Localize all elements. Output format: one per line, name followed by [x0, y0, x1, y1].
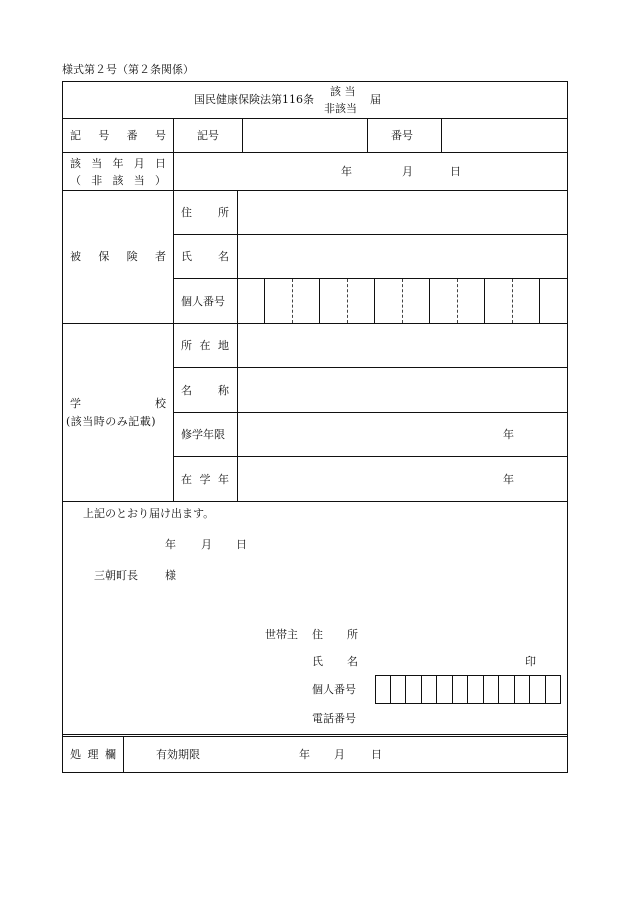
hh-mynumber-divider [483, 675, 484, 704]
hh-mynumber-divider [545, 675, 546, 704]
frame-top [62, 81, 568, 82]
divider-declaration-double [62, 736, 568, 737]
school-name-input[interactable] [238, 368, 567, 412]
householder-name-input[interactable] [368, 650, 518, 672]
col-processing [123, 736, 124, 772]
label-householder-name: 氏 名 [312, 655, 358, 668]
processing-day: 日 [371, 748, 382, 761]
hh-mynumber-divider [529, 675, 530, 704]
householder-address-input[interactable] [368, 622, 558, 644]
label-householder-address: 住 所 [312, 628, 358, 641]
householder-mynumber-input[interactable] [375, 675, 561, 704]
label-applicable-date: 該 当 年 月 日 [70, 157, 166, 170]
col-label-lower [173, 190, 174, 501]
declaration-recipient: 三朝町長 [94, 569, 138, 582]
col-bangou-label [367, 118, 368, 152]
school-years-input[interactable] [238, 413, 488, 456]
hh-mynumber-divider [498, 675, 499, 704]
bangou-input[interactable] [442, 119, 567, 152]
label-insured-name: 氏 名 [181, 250, 229, 263]
title-suffix: 届 [370, 93, 381, 106]
date-month: 月 [402, 165, 413, 178]
label-householder-phone: 電話番号 [312, 712, 356, 725]
householder-phone-input[interactable] [368, 706, 558, 728]
insured-name-input[interactable] [238, 235, 567, 278]
label-insured-mynumber: 個人番号 [181, 295, 225, 308]
school-grade-input[interactable] [238, 457, 488, 501]
label-school-note: (該当時のみ記載) [66, 415, 157, 428]
col-label-upper [173, 118, 174, 190]
school-years-unit: 年 [503, 428, 514, 441]
divider-declaration [62, 734, 568, 735]
declaration-year: 年 [165, 538, 176, 551]
school-grade-unit: 年 [503, 473, 514, 486]
frame-right [567, 81, 568, 773]
label-school-location: 所 在 地 [181, 339, 229, 352]
declaration-text: 上記のとおり届け出ます。 [83, 507, 215, 520]
label-school-grade: 在 学 年 [181, 473, 229, 486]
title-option-applicable: 該 当 [330, 85, 356, 98]
seal-mark: 印 [525, 655, 536, 668]
hh-mynumber-divider [405, 675, 406, 704]
declaration-sama: 様 [165, 569, 176, 582]
householder-title: 世帯主 [265, 628, 298, 641]
insured-address-input[interactable] [238, 191, 567, 234]
divider-school [62, 501, 568, 502]
school-location-input[interactable] [238, 324, 567, 367]
date-year: 年 [341, 165, 352, 178]
hh-mynumber-divider [452, 675, 453, 704]
hh-mynumber-divider [436, 675, 437, 704]
hh-mynumber-divider [390, 675, 391, 704]
label-school-years: 修学年限 [181, 428, 225, 441]
label-not-applicable: （ 非 該 当 ） [70, 174, 166, 187]
label-kigou: 記号 [197, 129, 219, 142]
hh-mynumber-divider [514, 675, 515, 704]
label-processing: 処 理 欄 [70, 748, 116, 761]
insured-mynumber-input[interactable] [238, 279, 567, 323]
hh-mynumber-divider [467, 675, 468, 704]
date-day: 日 [450, 165, 461, 178]
declaration-day: 日 [236, 538, 247, 551]
label-bangou: 番号 [391, 129, 413, 142]
processing-year: 年 [299, 748, 310, 761]
kigou-input[interactable] [243, 119, 366, 152]
label-insured: 被 保 険 者 [70, 250, 166, 263]
frame-left [62, 81, 63, 773]
label-kigou-bangou: 記 号 番 号 [70, 129, 166, 142]
label-school: 学 校 [70, 397, 166, 410]
title-main: 国民健康保険法第116条 [194, 93, 314, 106]
form-number-label: 様式第２号（第２条関係） [62, 63, 194, 76]
label-householder-mynumber: 個人番号 [312, 683, 356, 696]
divider-kigou [62, 152, 568, 153]
title-option-not-applicable: 非該当 [324, 102, 357, 115]
declaration-month: 月 [201, 538, 212, 551]
hh-mynumber-divider [421, 675, 422, 704]
processing-month: 月 [334, 748, 345, 761]
label-insured-address: 住 所 [181, 206, 229, 219]
label-valid-period: 有効期限 [156, 748, 200, 761]
label-school-name: 名 称 [181, 384, 229, 397]
frame-bottom [62, 772, 568, 773]
